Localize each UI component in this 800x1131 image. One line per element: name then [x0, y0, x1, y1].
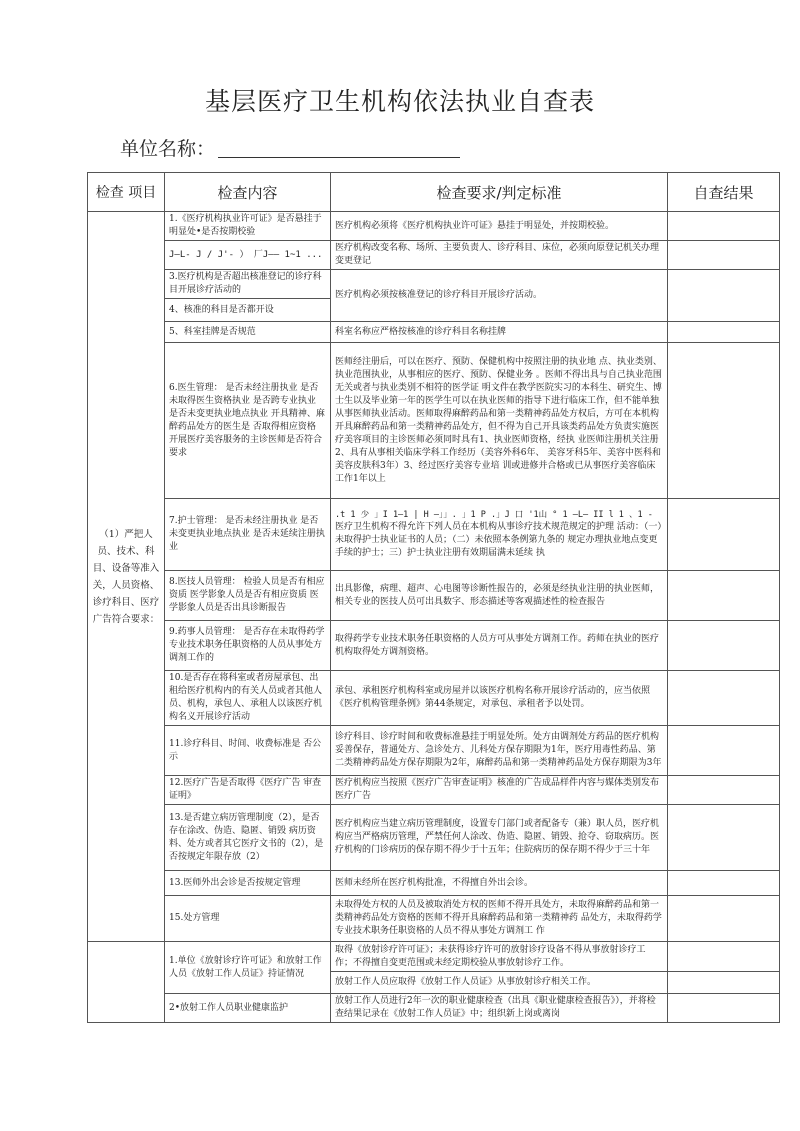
result-cell[interactable] — [668, 671, 780, 726]
result-cell[interactable] — [668, 343, 780, 499]
check-requirement: 取得《放射诊疗许可证》；未获得诊疗许可的放射诊疗设备不得从事放射诊疗工作；不得擅自变更范围或未经定期校验从事放射诊疗工作。 — [331, 942, 668, 972]
result-cell[interactable] — [668, 241, 780, 270]
result-cell[interactable] — [668, 621, 780, 671]
result-cell[interactable] — [668, 726, 780, 776]
scan-artifact-text: .t 1 少 」I 1—1 | H —」」. 」1 P .」J 口 '1山 ° 1 —L— II l 1 、1 - — [335, 509, 653, 520]
check-content: J—L- J / J'- ） 厂J—— 1~1 ... — [165, 241, 331, 270]
result-cell[interactable] — [668, 942, 780, 972]
check-requirement: 医疗机构必须将《医疗机构执业许可证》悬挂于明显处，并按期校验。 — [331, 212, 668, 241]
check-requirement: 医疗机构必须按核准登记的诊疗科目开展诊疗活动。 — [331, 270, 668, 322]
table-row — [88, 776, 780, 805]
table-row — [88, 942, 780, 972]
table-row — [88, 499, 780, 571]
check-requirement: 放射工作人员应取得《放射工作人员证》从事放射诊疗相关工作。 — [331, 972, 668, 994]
check-requirement: 医疗机构应当建立病历管理制度，设置专门部门或者配备专（兼）职人员，医疗机构应当严格病历管理，严禁任何人涂改、伪造、隐匿、销毁、抢夺、窃取病历。医疗机构的门诊病历的保存期不得少于十五年；住院病历的保存期不得少于三十年 — [331, 805, 668, 871]
table-row — [88, 726, 780, 776]
check-requirement: 诊疗科目、诊疗时间和收费标准悬挂于明显处所。处方由调剂处方药品的医疗机构妥善保存，普通处方、急诊处方、儿科处方保存期限为1年，医疗用毒性药品、第二类精神药品处方保存期限为2年，麻醉药品和第一类精神药品处方保存期限为3年 — [331, 726, 668, 776]
result-cell[interactable] — [668, 776, 780, 805]
result-cell[interactable] — [668, 805, 780, 871]
table-row — [88, 571, 780, 621]
table-row — [88, 270, 780, 299]
table-row — [88, 994, 780, 1023]
result-cell[interactable] — [668, 499, 780, 571]
table-row — [88, 871, 780, 896]
check-requirement: 医师未经所在医疗机构批准，不得擅自外出会诊。 — [331, 871, 668, 896]
unit-name-label: 单位名称： — [120, 138, 216, 160]
header-result: 自查结果 — [668, 173, 780, 212]
check-content: 12.医疗广告是否取得《医疗广告 审查证明》 — [165, 776, 331, 805]
check-requirement — [331, 499, 668, 571]
header-requirement: 检查要求/判定标准 — [331, 173, 668, 212]
check-content: 8.医技人员管理： 检验人员是否有相应资质 医学影象人员是否有相应资质 医学影象人员是否出具诊断报告 — [165, 571, 331, 621]
unit-name-field[interactable] — [218, 157, 460, 158]
result-cell[interactable] — [668, 896, 780, 942]
check-content: 9.药事人员管理： 是否存在未取得药学专业技术职务任职资格的人员从事处方调剂工作的 — [165, 621, 331, 671]
check-requirement: 承包、承租医疗机构科室或房屋并以该医疗机构名称开展诊疗活动的，应当依照《医疗机构管理条例》第44条规定，对承包、承租者予以处罚。 — [331, 671, 668, 726]
check-content: 1.《医疗机构执业许可证》是否悬挂于明显处•是否按期校验 — [165, 212, 331, 241]
check-requirement: 医疗机构改变名称、场所、主要负责人、诊疗科目、床位，必须向原登记机关办理变更登记 — [331, 241, 668, 270]
check-content: 1.单位《放射诊疗许可证》和放射工作人员《放射工作人员证》持证情况 — [165, 942, 331, 994]
table-row — [88, 241, 780, 270]
check-requirement: 科室名称应严格按核准的诊疗科目名称挂牌 — [331, 322, 668, 343]
check-requirement: 未取得处方权的人员及被取消处方权的医师不得开具处方，未取得麻醉药品和第一类精神药品处方资格的医师不得开具麻醉药品和第一类精神药 品处方，未取得药学专业技术职务任职资格的人员不得从事处方调剂工 作 — [331, 896, 668, 942]
check-content: 10.是否存在将科室或者房屋承包、出租给医疗机构内的有关人员或者其他人员、机构，承包人、承租人以该医疗机构名义开展诊疗活动 — [165, 671, 331, 726]
check-requirement: 医师经注册后，可以在医疗、预防、保健机构中按照注册的执业地 点、执业类别、执业范围执业，从事相应的医疗、预防、保健业务 。医师不得出具与自己执业范围无关或者与执业类别不相符的医学证 明文件在教学医院实习的本科生、研究生、博士生以及毕业第一年的医学生可以在执业医师的指导下进行临床工作，但不能单独从事医师执业活动。医师取得麻醉药品和第一类精神药品处方权后，方可在本机构开具麻醉药品和第一类精神药品处方，但不得为自己开具该类药品处方负责实施医疗美容项目的主诊医师必须同时具有1、执业医师资格，经执 业医师注册机关注册2、具有从事相关临床学科工作经历（美容外科6年、 美容牙科5年、美容中医科和美容皮肤科3年）3、经过医疗美容专业培 训或进修并合格或已从事医疗美容临床工作1年以上 — [331, 343, 668, 499]
table-row — [88, 805, 780, 871]
check-content: 4、核准的科目是否都开设 — [165, 299, 331, 322]
table-row — [88, 212, 780, 241]
check-content: 6.医生管理： 是否未经注册执业 是否未取得医生资格执业 是否跨专业执业 是否未变更执业地点执业 开具精神、麻醉药品处方的医生是 否取得相应资格 开展医疗美容服务的主诊医师是否符合要求 — [165, 343, 331, 499]
result-cell[interactable] — [668, 571, 780, 621]
self-check-table — [87, 172, 780, 1023]
check-requirement: 取得药学专业技术职务任职资格的人员方可从事处方调剂工作。药师在执业的医疗机构取得处方调剂资格。 — [331, 621, 668, 671]
table-row — [88, 896, 780, 942]
check-requirement: 出具影像，病理、超声、心电图等诊断性报告的，必须是经执业注册的执业医师，相关专业的医技人员可出具数字、形态描述等客观描述性的检查报告 — [331, 571, 668, 621]
result-cell[interactable] — [668, 322, 780, 343]
table-row — [88, 343, 780, 499]
project-cell: （1）严把人员、技术、科目、设备等准入关，人员资格、诊疗科目、医疗广告符合要求： — [88, 212, 165, 942]
check-content: 3.医疗机构是否超出核准登记的诊疗科目开展诊疗活动的 — [165, 270, 331, 299]
header-project: 检查 项目 — [88, 173, 165, 212]
result-cell[interactable] — [668, 994, 780, 1023]
result-cell[interactable] — [668, 270, 780, 322]
table-row — [88, 322, 780, 343]
result-cell[interactable] — [668, 871, 780, 896]
check-requirement: 医疗机构应当按照《医疗广告审查证明》核准的广告成品样件内容与媒体类别发布医疗广告 — [331, 776, 668, 805]
check-content: 7.护士管理： 是否未经注册执业 是否未变更执业地点执业 是否未延续注册执业 — [165, 499, 331, 571]
check-requirement: 放射工作人员进行2年一次的职业健康检查（出具《职业健康检查报告》），并将检查结果记录在《放射工作人员证》中；组织新上岗或离岗 — [331, 994, 668, 1023]
check-content: 11.诊疗科目、时间、收费标准是 否公示 — [165, 726, 331, 776]
result-cell[interactable] — [668, 972, 780, 994]
check-content: 5、科室挂牌是否规范 — [165, 322, 331, 343]
requirement-text: 医疗卫生机构不得允许下列人员在本机构从事诊疗技术规范规定的护理 活动：（一）未取得护士执业证书的人员；（二）未依照本条例第九条的 规定办理执业地点变更手续的护士；三）护士执业注册有效期届满未延续 执 — [335, 521, 662, 558]
header-content: 检查内容 — [165, 173, 331, 212]
check-content: 15.处方管理 — [165, 896, 331, 942]
table-row — [88, 621, 780, 671]
check-content: 2•放射工作人员职业健康监护 — [165, 994, 331, 1023]
check-content: 13.是否建立病历管理制度（2），是否存在涂改、伪造、隐匿、销毁 病历资料、处方或者其它医疗文书的（2），是否按规定年限存放（2） — [165, 805, 331, 871]
page-title: 基层医疗卫生机构依法执业自查表 — [204, 87, 595, 116]
table-row — [88, 671, 780, 726]
project-cell — [88, 942, 165, 1023]
header-row — [88, 173, 780, 212]
check-content: 13.医师外出会诊是否按规定管理 — [165, 871, 331, 896]
result-cell[interactable] — [668, 212, 780, 241]
